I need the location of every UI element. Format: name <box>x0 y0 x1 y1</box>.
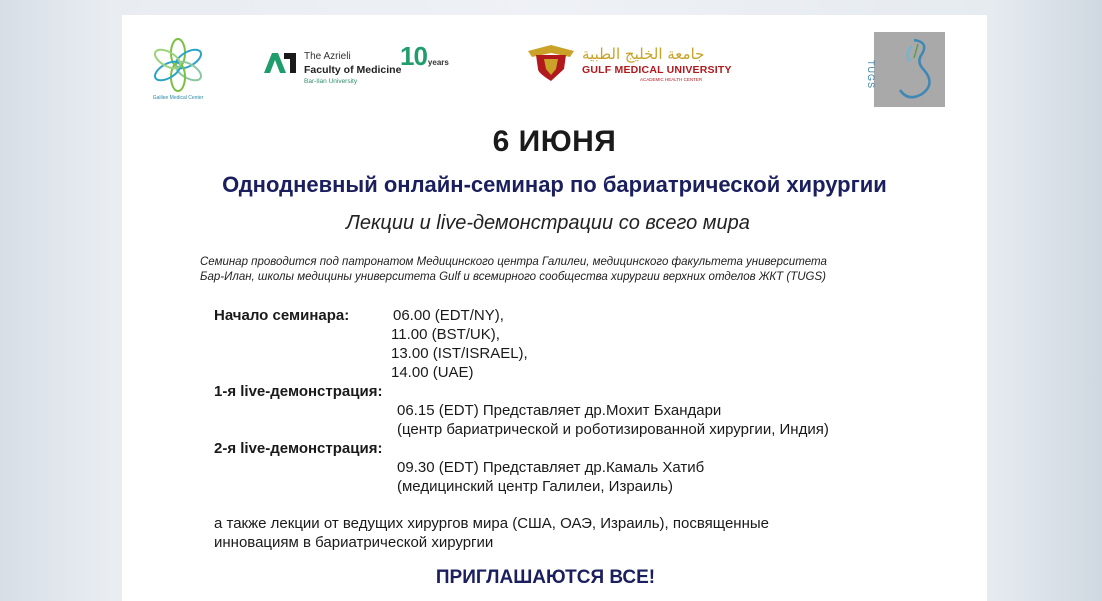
galilee-flower-icon <box>148 35 208 95</box>
start-label: Начало семинара: <box>214 307 350 324</box>
gulf-subtitle: ACADEMIC HEALTH CENTER <box>640 77 703 82</box>
demo2-label: 2-я live-демонстрация: <box>214 440 383 457</box>
demo2-line2: (медицинский центр Галилеи, Израиль) <box>397 478 673 495</box>
demo1-label: 1-я live-демонстрация: <box>214 383 383 400</box>
tugs-swirl-icon <box>874 32 945 107</box>
azrieli-line2: Faculty of Medicine <box>304 64 402 76</box>
patronage-line2: Бар-Илан, школы медицины университета Gulf и всемирного сообщества хирургии верхних отделов ЖКТ (TUGS) <box>200 271 826 283</box>
galilee-logo <box>148 35 208 113</box>
invitation-text: ПРИГЛАШАЮТСЯ ВСЕ! <box>435 567 656 588</box>
start-time-uae: 14.00 (UAE) <box>391 364 474 381</box>
gulf-arabic-name: جامعة الخليج الطبية <box>582 45 705 63</box>
start-time-uk: 11.00 (BST/UK), <box>391 326 500 343</box>
azrieli-anniversary-word: years <box>427 58 449 67</box>
patronage-line1: Семинар проводится под патронатом Медицинского центра Галилеи, медицинского факультета университета <box>200 256 827 268</box>
start-time-israel: 13.00 (IST/ISRAEL), <box>391 345 528 362</box>
also-line2: инновациям в бариатрической хирургии <box>214 534 494 551</box>
start-time-ny: 06.00 (EDT/NY), <box>393 307 504 324</box>
event-date: 6 ИЮНЯ <box>492 125 617 158</box>
azrieli-anniversary-number: 10 <box>400 41 427 71</box>
azrieli-logo <box>262 37 457 87</box>
azrieli-line1: The Azrieli <box>304 51 351 62</box>
gulf-logo <box>526 43 756 85</box>
azrieli-mark-icon <box>262 49 298 75</box>
patronage-text <box>200 255 920 285</box>
demo2-line1: 09.30 (EDT) Представляет др.Камаль Хатиб <box>397 459 705 476</box>
galilee-logo-text: Galilee Medical Center <box>152 95 204 101</box>
tugs-logo <box>866 32 945 107</box>
seminar-title: Однодневный онлайн-семинар по бариатрической хирургии <box>222 172 887 197</box>
tugs-text: TUGS <box>866 60 876 90</box>
demo1-line1: 06.15 (EDT) Представляет др.Мохит Бхандари <box>397 402 722 419</box>
demo1-line2: (центр бариатрической и роботизированной хирургии, Индия) <box>397 421 829 438</box>
also-line1: а также лекции от ведущих хирургов мира (США, ОАЭ, Израиль), посвященные <box>214 515 769 532</box>
gulf-english-name: GULF MEDICAL UNIVERSITY <box>582 64 732 76</box>
azrieli-anniversary <box>400 41 449 72</box>
azrieli-line3: Bar-Ilan University <box>304 78 358 85</box>
gulf-shield-icon <box>526 43 576 83</box>
flyer-page <box>122 15 987 601</box>
seminar-subtitle: Лекции и live-демонстрации со всего мира <box>346 212 750 234</box>
